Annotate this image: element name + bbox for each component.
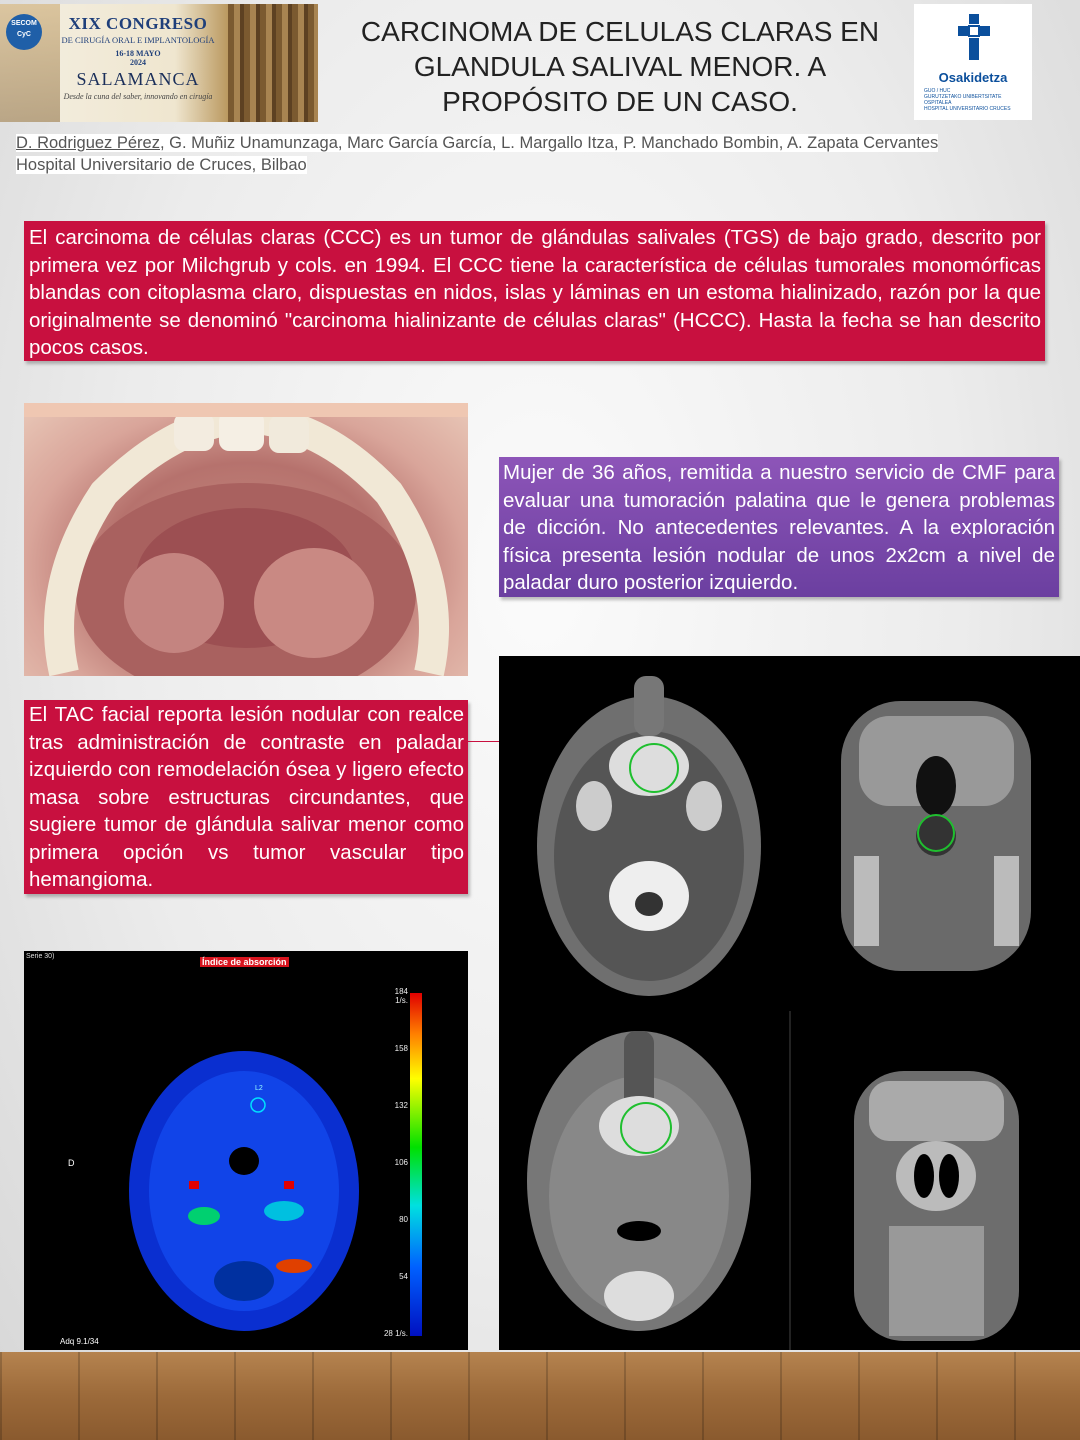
side-marker: D (68, 1158, 75, 1168)
scale-tick: 132 (394, 1101, 408, 1110)
intro-box: El carcinoma de células claras (CCC) es un tumor de glándulas salivales (TGS) de bajo grado, descrito por primera vez por Milchgrub y cols. en 1994. El CCC tiene la característica de células tumorales monomórficas blandas con citoplasma claro, dispuestas en nidos, islas y láminas en un estoma hialinizado, razón por la que originalmente se denominó "carcinoma hialinizante de células claras" (HCCC). Hasta la fecha se han descrito pocos casos. (24, 221, 1045, 361)
ct-images (499, 656, 1080, 1350)
ct-coronal-bottom (854, 1071, 1019, 1341)
perfusion-map (24, 951, 468, 1350)
congress-line1: XIX CONGRESO (68, 14, 208, 33)
scale-tick: 80 (399, 1215, 408, 1224)
osakidetza-logo (914, 4, 1032, 120)
authors-block (16, 132, 1066, 176)
palate-illustration (24, 403, 468, 676)
ct-coronal-top (841, 701, 1031, 971)
roi-label: L2 (255, 1085, 263, 1092)
perfusion-serie: Serie 30) (26, 953, 55, 960)
perfusion-head-image (124, 1041, 364, 1331)
logo-sub1: GUO / HUC (924, 88, 951, 94)
secom-seal-logo: SECOM CyC (6, 14, 42, 50)
other-authors: , G. Muñiz Unamunzaga, Marc García García, L. Margallo Itza, P. Manchado Bombin, A. Zapata Cervantes (159, 134, 939, 152)
tac-findings-box: El TAC facial reporta lesión nodular con realce tras administración de contraste en paladar izquierdo con remodelación ósea y ligero efecto masa sobre estructuras circundantes, que sugiere tumor de glándula salivar menor como primera opción vs tumor vascular tipo hemangioma. (24, 700, 468, 894)
intraoral-photo (24, 403, 468, 676)
facade-illustration (228, 4, 318, 122)
congress-dates: 16-18 MAYO (115, 49, 161, 58)
ct-scan-panel (499, 656, 1080, 1350)
wood-floor (0, 1352, 1080, 1440)
scale-tick: 158 (394, 1044, 408, 1053)
osakidetza-brand: Osakidetza (938, 70, 1008, 85)
scale-tick: 54 (399, 1272, 408, 1281)
perfusion-title: Índice de absorción (202, 957, 287, 967)
congress-line2: DE CIRUGÍA ORAL E IMPLANTOLOGÍA (61, 35, 215, 45)
acquisition-label: Adq 9.1/34 (60, 1337, 99, 1346)
logo-sub2: GURUTZETAKO UNIBERTSITATE OSPITALEA (924, 94, 1002, 106)
connector-line (468, 741, 499, 742)
congress-city: SALAMANCA (76, 69, 200, 89)
osakidetza-subtitle (924, 88, 1024, 112)
congress-motto: Desde la cuna del saber, innovando en cirugía (63, 92, 213, 101)
logo-sub3: HOSPITAL UNIVERSITARIO CRUCES (924, 106, 1011, 112)
scale-tick: 28 1/s. (383, 1329, 408, 1338)
color-scale-bar (410, 993, 422, 1336)
authors-line (16, 134, 938, 152)
case-description-box: Mujer de 36 años, remitida a nuestro servicio de CMF para evaluar una tumoración palatina que le genera problemas de dicción. No antecedentes relevantes. A la exploración física presenta lesión nodular de unos 2x2cm a nivel de paladar duro posterior izquierdo. (499, 457, 1059, 597)
scale-tick: 184 1/s. (394, 987, 408, 1005)
ct-axial-top (537, 676, 761, 996)
scale-tick: 106 (394, 1158, 408, 1167)
congress-title-block (48, 14, 228, 101)
first-author: D. Rodriguez Pérez (16, 134, 160, 152)
hospital-affiliation: Hospital Universitario de Cruces, Bilbao (16, 156, 307, 174)
poster-title: CARCINOMA DE CELULAS CLARAS EN GLANDULA SALIVAL MENOR. A PROPÓSITO DE UN CASO. (360, 16, 880, 117)
congress-year: 2024 (130, 58, 146, 67)
ct-axial-bottom (527, 1031, 751, 1331)
congress-banner (0, 4, 318, 122)
osakidetza-mark-icon (958, 14, 990, 62)
